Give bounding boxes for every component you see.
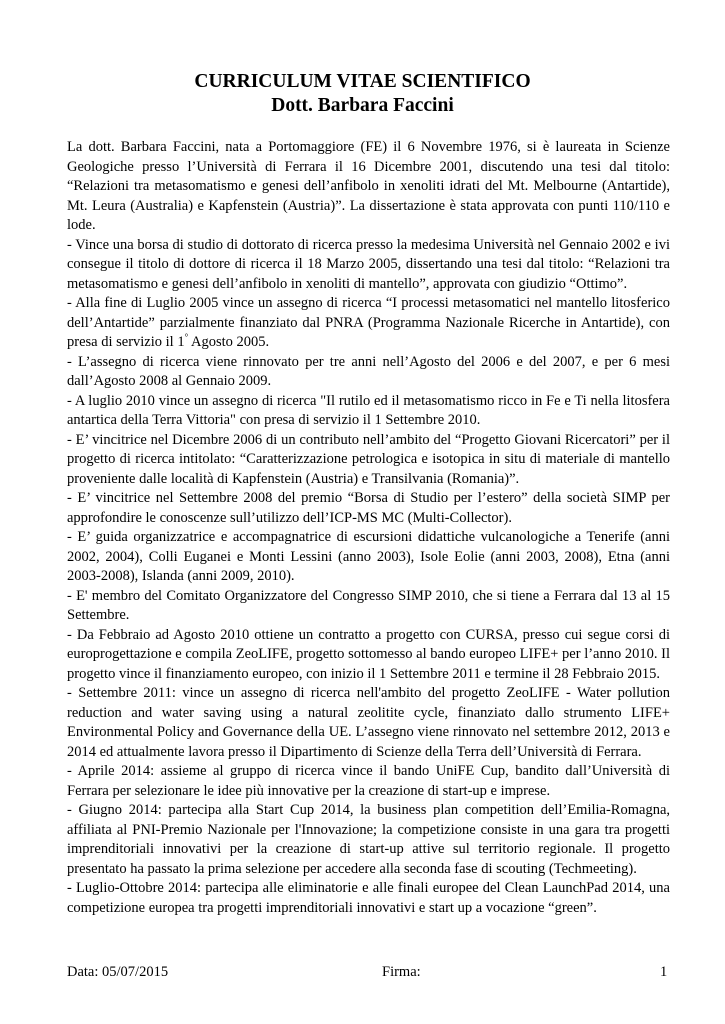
paragraph-unife-cup: - Aprile 2014: assieme al gruppo di ricerca vince il bando UniFE Cup, bandito dall’Università di Ferrara per selezionare le idee più innovative per la creazione di start-up e imprese. xyxy=(67,763,670,799)
page-number: 1 xyxy=(660,964,668,980)
paragraph-cursa-contract: - Da Febbraio ad Agosto 2010 ottiene un contratto a progetto con CURSA, presso cui segue corsi di europrogettazione e compila ZeoLIFE, progetto sottomesso al bando europeo LIFE+ per l’anno 2010. Il progetto vince il finanziamento europeo, con inizio il 1 Settembre 2011 e termine il 28 Febbraio 2015. xyxy=(67,626,670,682)
paragraph-start-cup: - Giugno 2014: partecipa alla Start Cup 2014, la business plan competition dell’Emilia-Romagna, affiliata al PNI-Premio Nazionale per l'Innovazione; la competizione consiste in una gara tra progetti imprenditoriali innovativi per la creazione di start-up attive sul territorio regionale. Il progetto presentato ha passato la prima selezione per accedere alla seconda fase di scouting (Techmeeting). xyxy=(67,802,670,877)
document-title: CURRICULUM VITAE SCIENTIFICO xyxy=(194,71,531,92)
footer-date: Data: 05/07/2015 xyxy=(67,964,169,980)
paragraph-simp-award: - E’ vincitrice nel Settembre 2008 del premio “Borsa di Studio per l’estero” della società SIMP per approfondire le conoscenze sull’utilizzo dell’ICP-MS MC (Multi-Collector). xyxy=(67,490,670,526)
paragraph-intro: La dott. Barbara Faccini, nata a Portomaggiore (FE) il 6 Novembre 1976, si è laureata in Scienze Geologiche presso l’Università di Ferrara il 16 Dicembre 2001, discutendo una tesi dal titolo: “Relazioni tra metasomatismo e genesi dell’anfibolo in xenoliti idrati del Mt. Melbourne (Antartide), Mt. Leura (Australia) e Kapfenstein (Austria)”. La dissertazione è stata approvata con punti 110/110 e lode. xyxy=(67,139,670,233)
paragraph-giovani-ricercatori: - E’ vincitrice nel Dicembre 2006 di un contributo nell’ambito del “Progetto Giovani Ricercatori” per il progetto di ricerca intitolato: “Caratterizzazione petrologica e isotopica in situ di materiale di mantello proveniente dalle località di Kapfenstein (Austria) e Transilvania (Romania)”. xyxy=(67,431,670,487)
cv-body xyxy=(67,138,670,918)
paragraph-zeolife-grant: - Settembre 2011: vince un assegno di ricerca nell'ambito del progetto ZeoLIFE - Water pollution reduction and water saving using a natural zeolitite cycle, finanziato dallo strumento LIFE+ Environmental Policy and Governance della UE. L’assegno viene rinnovato nel settembre 2012, 2013 e 2014 ed attualmente lavora presso il Dipartimento di Scienze della Terra dell’Università di Ferrara. xyxy=(67,685,670,760)
author-name: Dott. Barbara Faccini xyxy=(271,95,454,116)
paragraph-rutilo-grant: - A luglio 2010 vince un assegno di ricerca "Il rutilo ed il metasomatismo ricco in Fe e Ti nella litosfera antartica della Terra Vittoria" con presa di servizio il 1 Settembre 2010. xyxy=(67,392,670,428)
paragraph-clean-launchpad: - Luglio-Ottobre 2014: partecipa alle eliminatorie e alle finali europee del Clean LaunchPad 2014, una competizione europea tra progetti imprenditoriali innovativi e start up a vocazione “green”. xyxy=(67,880,670,916)
ordinal-sup: ° xyxy=(184,332,189,343)
paragraph-text-end: Agosto 2005. xyxy=(188,334,270,350)
paragraph-text: - Alla fine di Luglio 2005 vince un assegno di ricerca “I processi metasomatici nel mantello litosferico dell’Antartide” parzialmente finanziato dal PNRA (Programma Nazionale Ricerche in Antartide), con presa di servizio il 1 xyxy=(67,295,670,350)
paragraph-excursions: - E’ guida organizzatrice e accompagnatrice di escursioni didattiche vulcanologiche a Tenerife (anni 2002, 2004), Colli Euganei e Monti Lessini (anno 2003), Isole Eolie (anni 2003, 2008), Etna (anni 2003-2008), Islanda (anni 2009, 2010). xyxy=(67,529,670,584)
footer-signature-label: Firma: xyxy=(382,964,421,980)
paragraph-renewal: - L’assegno di ricerca viene rinnovato per tre anni nell’Agosto del 2006 e del 2007, e per 6 mesi dall’Agosto 2008 al Gennaio 2009. xyxy=(67,353,670,389)
paragraph-research-grant-2005 xyxy=(67,294,670,353)
paragraph-doctorate: - Vince una borsa di studio di dottorato di ricerca presso la medesima Università nel Gennaio 2002 e ivi consegue il titolo di dottore di ricerca il 18 Marzo 2005, dissertando una tesi dal titolo: “Relazioni tra metasomatismo e genesi dell’anfibolo in xenoliti di mantello”, approvata con giudizio “Ottimo”. xyxy=(67,236,670,292)
paragraph-simp-committee: - E' membro del Comitato Organizzatore del Congresso SIMP 2010, che si tiene a Ferrara dal 13 al 15 Settembre. xyxy=(67,587,670,623)
